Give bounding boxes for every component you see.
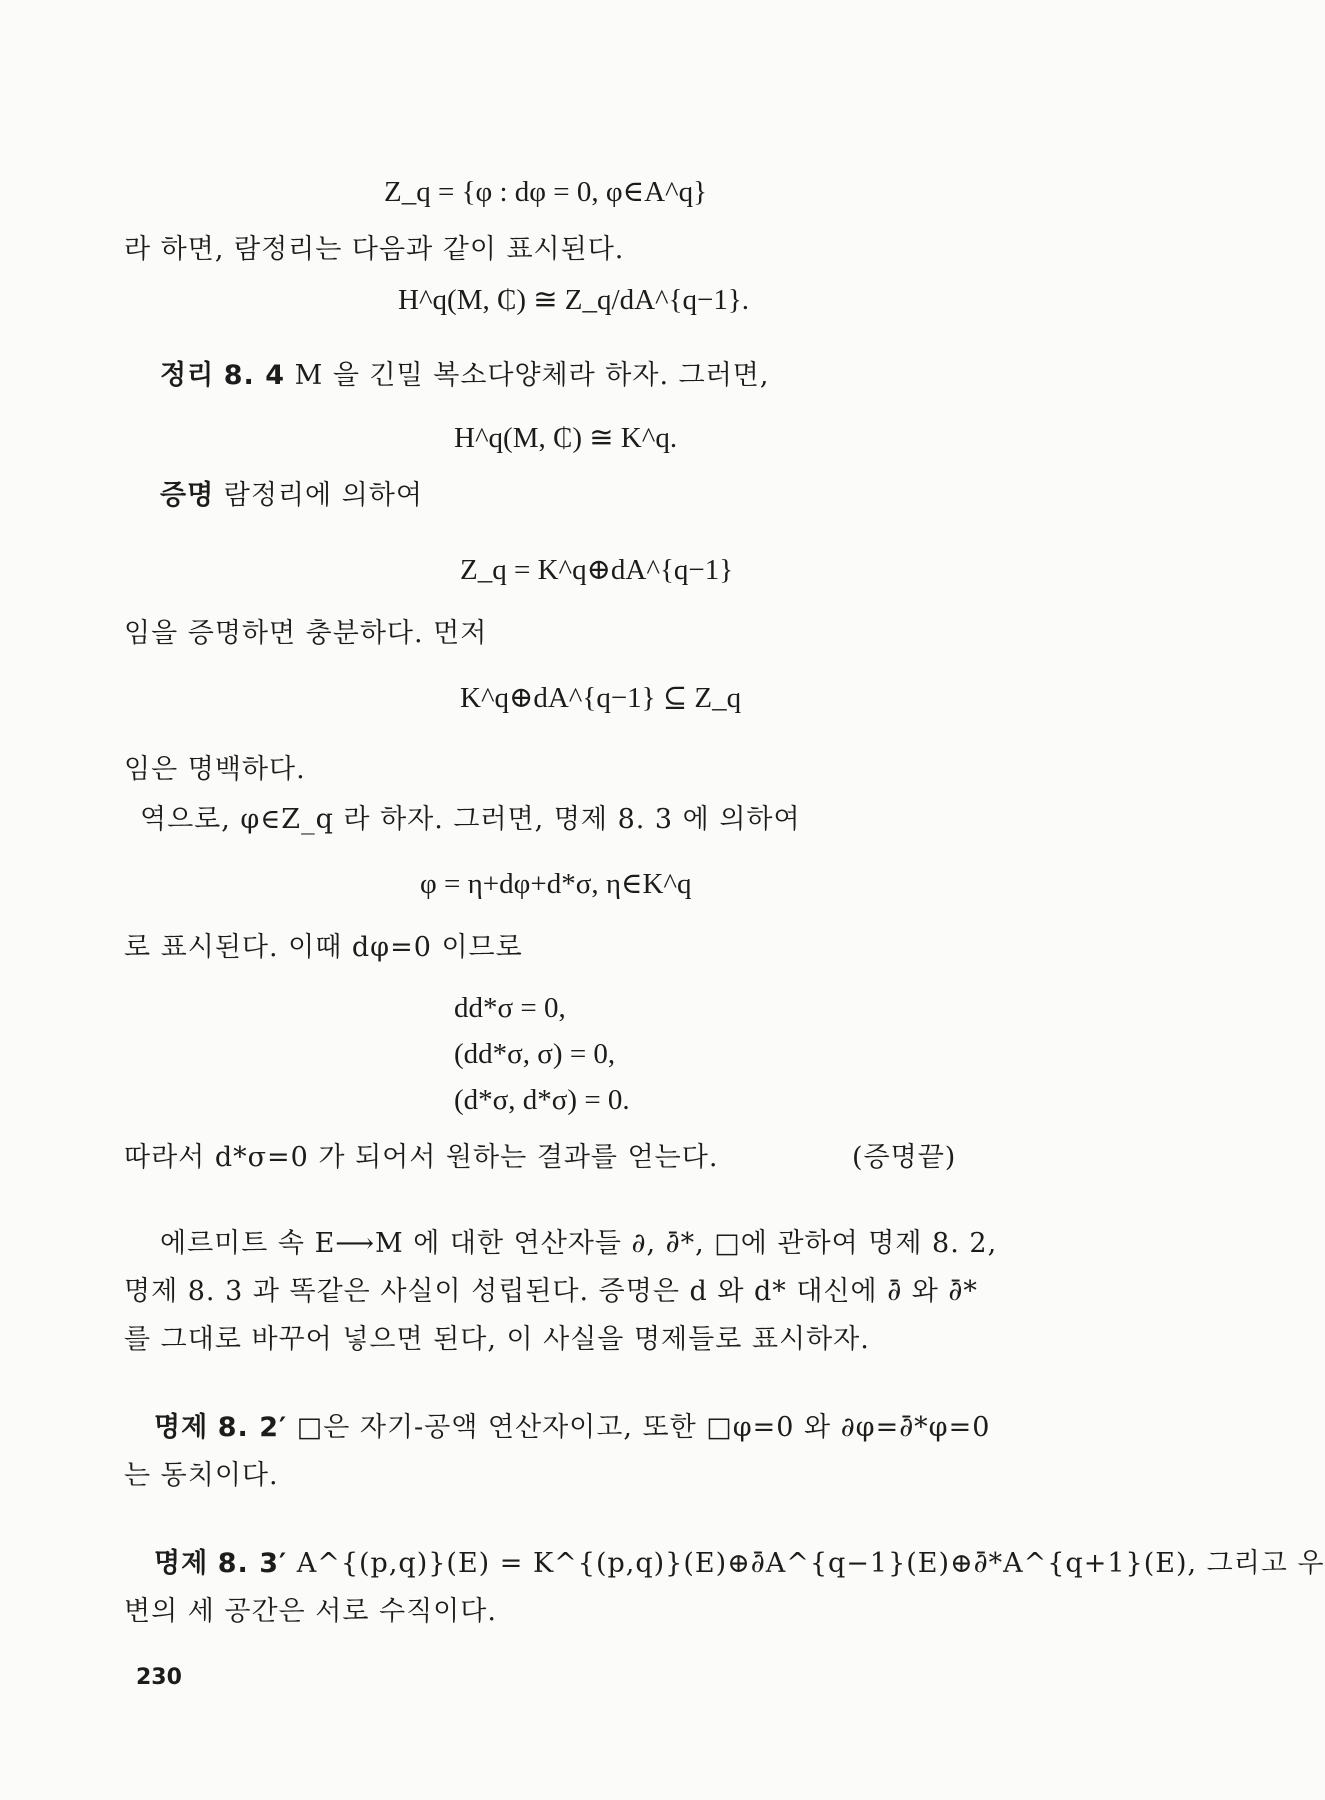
body-text-line: 임을 증명하면 충분하다. 먼저	[124, 618, 488, 649]
qed-marker: (증명끝)	[852, 1142, 957, 1173]
theorem-number: 8. 4	[223, 360, 285, 391]
body-text-line: 에르미트 속 E⟶M 에 대한 연산자들 ∂, ∂̄*, □에 관하여 명제 8. 2,	[160, 1228, 998, 1259]
equation-subset: K^q⊕dA^{q−1} ⊆ Z_q	[460, 682, 742, 714]
proof-label: 증명	[160, 480, 215, 511]
body-text-line: 역으로, φ∈Z_q 라 하자. 그러면, 명제 8. 3 에 의하여	[140, 804, 801, 835]
equation-dd-2: (dd*σ, σ) = 0,	[454, 1038, 616, 1070]
body-text-line: 변의 세 공간은 서로 수직이다.	[124, 1596, 497, 1627]
proposition-number: 8. 2′	[217, 1412, 288, 1443]
proposition-label: 명제	[154, 1548, 209, 1579]
proposition-8-3-prime	[154, 1546, 1325, 1582]
equation-dd-1: dd*σ = 0,	[454, 992, 566, 1024]
proposition-8-2-prime	[154, 1410, 990, 1446]
theorem-8-4	[160, 358, 769, 394]
equation-zq-sum: Z_q = K^q⊕dA^{q−1}	[460, 554, 734, 586]
body-text-line: 명제 8. 3 과 똑같은 사실이 성립된다. 증명은 d 와 d* 대신에 ∂̄ 와 ∂̄*	[124, 1276, 978, 1307]
page-number: 230	[136, 1665, 182, 1690]
body-text-line: 는 동치이다.	[124, 1460, 279, 1491]
proposition-text: A^{(p,q)}(E) = K^{(p,q)}(E)⊕∂̄A^{q−1}(E)⊕∂̄*A^{q+1}(E), 그리고 우	[296, 1548, 1325, 1579]
proposition-text: □은 자기-공액 연산자이고, 또한 □φ=0 와 ∂φ=∂̄*φ=0	[296, 1412, 991, 1443]
proposition-label: 명제	[154, 1412, 209, 1443]
equation-dd-3: (d*σ, d*σ) = 0.	[454, 1084, 630, 1116]
proof-text: 람정리에 의하여	[223, 480, 423, 511]
theorem-label: 정리	[160, 360, 215, 391]
body-text-line: 따라서 d*σ=0 가 되어서 원하는 결과를 얻는다.	[124, 1142, 719, 1173]
body-text-line: 를 그대로 바꾸어 넣으면 된다, 이 사실을 명제들로 표시하자.	[124, 1324, 870, 1355]
equation-cohomology-iso: H^q(M, ₵) ≅ Z_q/dA^{q−1}.	[398, 284, 750, 316]
body-text-line: 임은 명백하다.	[124, 754, 306, 785]
body-text-line: 로 표시된다. 이때 dφ=0 이므로	[124, 932, 523, 963]
equation-phi-decomposition: φ = η+dφ+d*σ, η∈K^q	[420, 868, 692, 900]
equation-cohomology-harmonic: H^q(M, ₵) ≅ K^q.	[454, 422, 678, 454]
body-text-line: 라 하면, 람정리는 다음과 같이 표시된다.	[124, 234, 625, 265]
equation-zq-definition: Z_q = {φ : dφ = 0, φ∈A^q}	[384, 176, 708, 208]
theorem-text: M 을 긴밀 복소다양체라 하자. 그러면,	[294, 360, 770, 391]
proposition-number: 8. 3′	[217, 1548, 288, 1579]
proof-start	[160, 478, 423, 514]
